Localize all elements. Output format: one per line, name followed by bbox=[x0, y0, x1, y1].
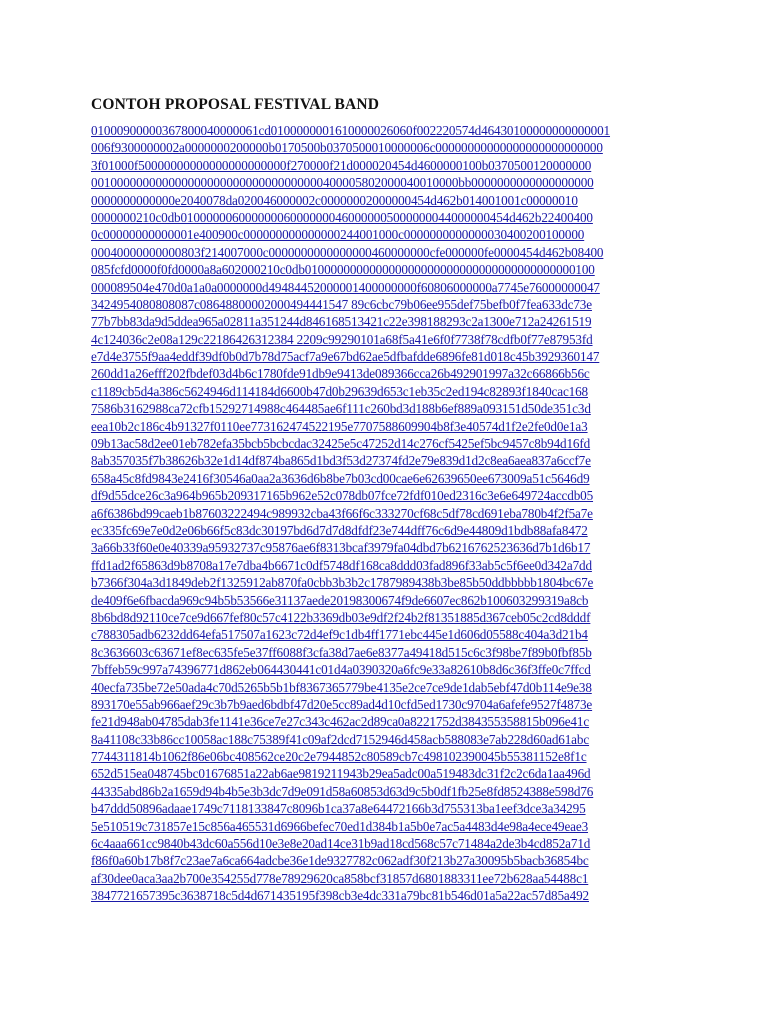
hex-link-line[interactable]: de409f6e6fbacda969c94b5b53566e31137aede20198300674f9de6607ec862b100603299319a8cb bbox=[91, 592, 589, 608]
hex-link-line[interactable]: e7d4e3755f9aa4eddf39df0b0d7b78d75acf7a9e67bd62ae5dfbafdde6896fe81d018c45b3929360147 bbox=[91, 349, 600, 365]
hex-link-line[interactable]: c788305adb6232dd64efa517507a1623c72d4ef9c1db4ff1771ebc445e1d606d05588c404a3d21b4 bbox=[91, 627, 588, 643]
hex-link-line[interactable]: 3424954080808087c08648800002000494441547 89c6cbc79b06ee955def75befb0f7fea633dc73e bbox=[91, 296, 592, 312]
hex-link-line[interactable]: 4c124036c2e08a129c22186426312384 2209c99290101a68f5a41e6f0f7738f78cdfb0f77e87953fd bbox=[91, 331, 593, 347]
hex-link-line[interactable]: 001000000000000000000000000000000000400005802000040010000bb0000000000000000000 bbox=[91, 175, 594, 191]
hex-link-line[interactable]: 5e510519c731857e15c856a465531d6966befec70ed1d384b1a5b0e7ac5a4483d4e98a4ece49eae3 bbox=[91, 818, 589, 834]
hex-link-line[interactable]: 7744311814b1062f86e06bc408562ce20c2e7944852c80589cb7c498102390045b55381152e8f1c bbox=[91, 749, 587, 765]
hex-link-line[interactable]: 000089504e470d0a1a0a0000000d49484452000001400000000f60806000000a7745e76000000047 bbox=[91, 279, 600, 295]
hex-link-line[interactable]: c1189cb5d4a386c5624946d114184d6600b47d0b29639d653c1eb35c2ed194c82893f1840cac168 bbox=[91, 383, 588, 399]
hex-link-line[interactable]: 0000000210c0db010000006000000060000000460000005000000044000000454d462b22400400 bbox=[91, 209, 593, 225]
hex-link-line[interactable]: 085fcfd0000f0fd0000a8a602000210c0db010000000000000000000000000000000000000000100 bbox=[91, 262, 595, 278]
hex-link-line[interactable]: eea10b2c186c4b91327f0110ee773162474522195e7707588609904b8f3e40574d1f2e2fe0d0e1a3 bbox=[91, 418, 588, 434]
hex-link-line[interactable]: 00040000000000803f214007000c0000000000000000460000000cfe000000fe0000454d462b08400 bbox=[91, 244, 604, 260]
hex-link-line[interactable]: 658a45c8fd9843e2416f30546a0aa2a3636d6b8be7b03cd00cae6e62639650ee673009a51c5646d9 bbox=[91, 470, 590, 486]
hex-link-line[interactable]: ffd1ad2f65863d9b8708a17e7dba4b6671c0df5748df168ca8ddd03fad896f33ab5c5f6ee0d342a7dd bbox=[91, 557, 592, 573]
hex-link-line[interactable]: 7586b3162988ca72cfb15292714988c464485ae6f111c260bd3d188b6ef889a093151d50de351c3d bbox=[91, 401, 591, 417]
hex-link-line[interactable]: 01000900000367800040000061cd0100000001610000026060f002220574d46430100000000000001 bbox=[91, 123, 611, 138]
hex-link-line[interactable]: b47ddd50896adaae1749c7118133847c8096b1ca37a8e64472166b3d755313ba1eef3dce3a34295 bbox=[91, 801, 586, 817]
hex-link-line[interactable]: 260dd1a26efff202fbdef03d4b6c1780fde91db9e9413de089366cca26b492901997a32c66866b56c bbox=[91, 366, 590, 382]
hex-data-block bbox=[91, 122, 691, 905]
hex-link-line[interactable]: f86f0a60b17b8f7c23ae7a6ca664adcbe36e1de9327782c062adf30f213b27a30095b5bacb36854bc bbox=[91, 853, 589, 869]
hex-link-line[interactable]: b7366f304a3d1849deb2f1325912ab870fa0cbb3b3b2c1787989438b3be85b50ddbbbbb1804bc67e bbox=[91, 575, 594, 591]
hex-link-line[interactable]: af30dee0aca3aa2b700e354255d778e78929620ca858bcf31857d6801883311ee72b628aa54488c1 bbox=[91, 870, 589, 886]
hex-link-line[interactable]: 8c3636603c63671ef8ec635fe5e37ff6088f3cfa38d7ae6e8377a49418d515c6c3f98be7f89b0fbf85b bbox=[91, 644, 592, 660]
hex-link-line[interactable]: 09b13ac58d2ee01eb782efa35bcb5bcbcdac32425e5c47252d14c276cf5425ef5bc9457c8b94d16fd bbox=[91, 436, 591, 452]
hex-link-line[interactable]: ec335fc69e7e0d2e06b66f5c83dc30197bd6d7d7d8dfdf23e744dff76c6d9e44809d1bdb88afa8472 bbox=[91, 522, 588, 538]
hex-link-line[interactable]: fe21d948ab04785dab3fe1141e36ce7e27c343c462ac2d89ca0a8221752d384355358815b096e41c bbox=[91, 714, 590, 730]
hex-link-line[interactable]: 3a66b33f60e0e40339a95932737c95876ae6f8313bcaf3979fa04dbd7b6216762523636d7b1d6b17 bbox=[91, 540, 591, 556]
hex-link-line[interactable]: 893170e55ab966aef29c3b7b9aed6bdbf47d20e5cc89ad4d10cfd5ed1730c9704a6afefe9527f4873e bbox=[91, 696, 593, 712]
hex-link-line[interactable]: 0c00000000000001e400900c000000000000000244001000c0000000000000030400200100000 bbox=[91, 227, 585, 243]
hex-link-line[interactable]: 0000000000000e2040078da020046000002c00000002000000454d462b014001001c00000010 bbox=[91, 192, 578, 208]
document-title: CONTOH PROPOSAL FESTIVAL BAND bbox=[91, 96, 380, 113]
hex-link-line[interactable]: 652d515ea048745bc01676851a22ab6ae9819211943b29ea5adc00a519483dc31f2c2c6da1aa496d bbox=[91, 766, 591, 782]
hex-link-line[interactable]: 8b6bd8d92110ce7ce9d667fef80c57c4122b3369db03e9df2f24b2f81351885d367ceb05c2cd8dddf bbox=[91, 609, 591, 625]
hex-link-line[interactable]: 44335abd86b2a1659d94b4b5e3b3dc7d9e091d58a60853d63d9c5b0df1fb25e8fd8524388e598d76 bbox=[91, 783, 594, 799]
hex-link-line[interactable]: 40ecfa735be72e50ada4c70d5265b5b1bf8367365779be4135e2ce7ce9de1dab5ebf47d0b114e9e38 bbox=[91, 679, 592, 695]
hex-link-line[interactable]: 3847721657395c3638718c5d4d671435195f398cb3e4dc331a79bc81b546d01a5a22ac57d85a492 bbox=[91, 888, 589, 904]
hex-link-line[interactable]: a6f6386bd99caeb1b87603222494c989932cba43f66f6c333270cf68c5df78cd691eba780b4f2f5a7e bbox=[91, 505, 593, 521]
hex-link-line[interactable]: 8ab357035f7b38626b32e1d14df874ba865d1bd3f53d27374fd2e79e839d1d2c8ea6aea837a6ccf7e bbox=[91, 453, 591, 469]
hex-link-line[interactable]: 3f01000f50000000000000000000000f270000f21d000020454d4600000100b0370500120000000 bbox=[91, 157, 592, 173]
hex-link-line[interactable]: 77b7bb83da9d5ddea965a02811a351244d846168513421c22e398188293c2a1300e712a24261519 bbox=[91, 314, 592, 330]
hex-link-line[interactable]: 7bffeb59c997a74396771d862eb064430441c01d4a0390320a6fc9e33a82610b8d6c36f3ffe0c7ffcd bbox=[91, 662, 591, 678]
hex-link-line[interactable]: 6c4aaa661cc9840b43dc60a556d10e3e8e20ad14ce31b9ad18cd568c57c71484a2de3b4cd852a71d bbox=[91, 836, 591, 852]
hex-link-line[interactable]: 8a41108c33b86cc10058ac188c75389f41c09af2dcd7152946d458acb588083e7ab228d60ad61abc bbox=[91, 731, 590, 747]
hex-link-line[interactable]: 006f9300000002a0000000200000b0170500b0370500010000006c00000000000000000000000000 bbox=[91, 140, 603, 156]
hex-link-line[interactable]: df9d55dce26c3a964b965b209317165b962e52c078db07fce72fdf010ed2316c3e6e649724accdb05 bbox=[91, 488, 594, 504]
